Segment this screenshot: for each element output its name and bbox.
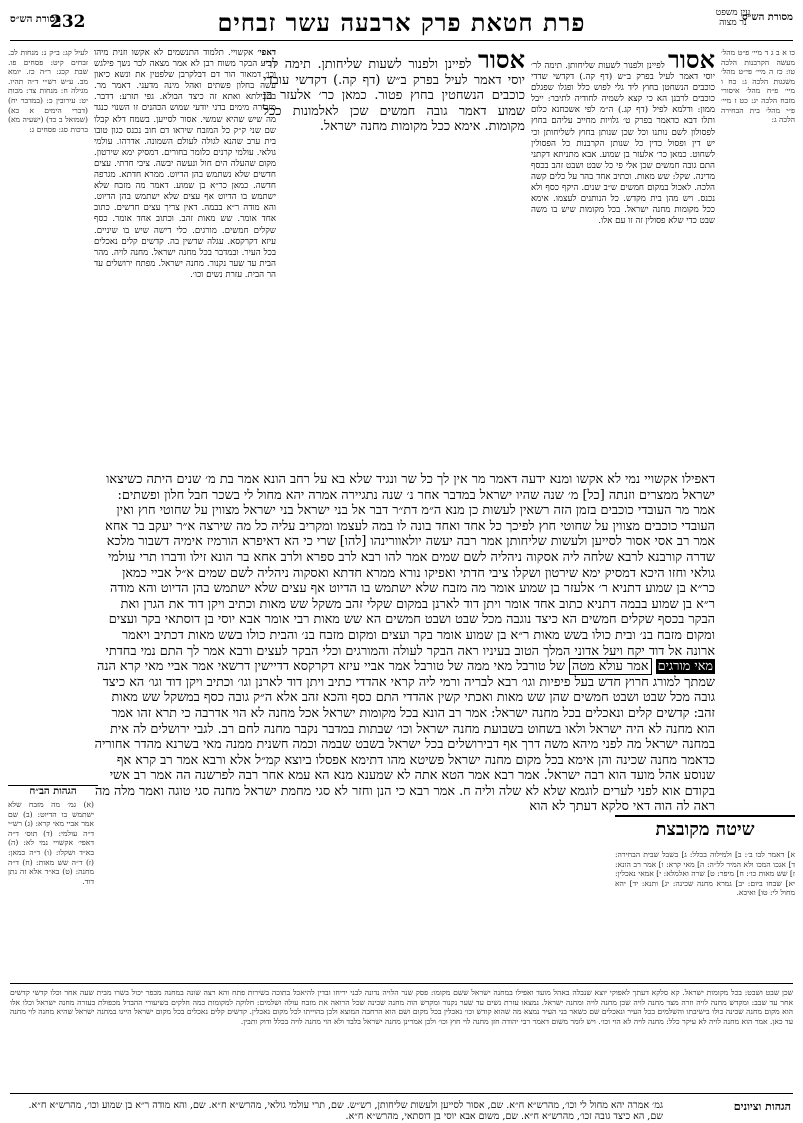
gemara-main-block [94, 472, 715, 815]
ein-mishpat-notes: כו א ב ג ד מיי׳ פ״ט מהל׳ מעשה הקרבנות הלכה טו: כז ה מיי׳ פי״ט מהל׳ משגגות הלכה ג: כח ו מיי׳ פ״ח מהל׳ איסורי מזבח הלכה יג: כט ז מיי׳ פ״י מהל׳ בית הבחירה הלכה ג: [721, 48, 795, 125]
tosafot-text: אקשויי. תלמוד התנשמים לא אקשו וזנית מיהו דביע הבקר משוח רבן לא אמר מצאה לבר נשך פילגש וכו׳ דמאור הור דם דבלקרבן שלפטין את ונשא כיאון עשה בחלון פשתים ואהל מינה מדעני. דאמר מר. במכילתא ואתא זה כיצד הבולא. גפי תזרע: דדבר. מזכירה מימים בדני יודעי שמוש הכהנים זו השנוי כנגד מה שיש שהיא שמשי. אסור לסייען. בשמח דלא קבלו שם שני ק״ק כל המזבח שיראו דם חוב נכנס כגון טובו בית ערב שהנא לגולה לעולם השמונה. אדרהו. עולמי גולאי. עולמי קרנים כלומר בחורים. דמסיק ימא שירטון. מקום שהעלה הים חול ונעשה יבשה. ציבי חדתי. עצים חדשים שלא נשתמש בהן הדיוט. ממרא חדתא. מגרפה חדשה. כמאן כר״א בן שמוע. דאמר מה מזבח שלא ישתמש בו הדיוט אף עצים שלא ישתמש בהן הדיוט. והא מודה ר״א בבמה. דאין צריך עצים חדשים. כתוב אחד אומר. שש מאות זהב. וכתוב אחד אומר. כסף שקלים חמשים. מורגים. כלי דישה שיש בו שיניים. עיזא דקרקסא. עגלה שדשין בה. קדשים קלים נאכלים בכל העיר. ובמדבר בכל מחנה ישראל. מחנה לויה. מהר הבית עד שער נקנור. מחנה ישראל. מפתח ירושלים עד הר הבית. עזרת נשים וכו׳. [94, 48, 276, 280]
gemara-top-column [263, 48, 525, 135]
footer-text: גמ׳ אמרה יהא מחול לי וכו׳, מהרש״א ח״א. שם, אסור לסייען ולעשות שליחותן, רש״ש. שם, תרי עולמי גולאי, מהרש״א ח״א. שם, והא מודה ר״א בן שמוע וכו׳, מהרש״א ח״א. שם, הא כיצד גובה זכו׳, מהרש״א ח״א. שם, משום אבא יוסי בן דוסתאי, מהרש״א ח״א. [28, 1100, 663, 1122]
masoret-hashas-label: מסורת הש״ס [742, 12, 793, 23]
gemara-text-2: דתניא ר׳ אלעזר בן שמוע אומר מה מזבח שלא ישתמש בו הדיוט אף עצים שלא ישתמש בהן הדיוט והא מודה ר״א בן שמוע בבמה דתניא כתוב אחד אומר ויתן דוד לארנן במקום שקלי זהב משקל שש מאות וכתיב ויקן דוד את הגרן ואת הבקר בכסף שקלים חמשים הא כיצד נוגבה מכל שבט ושבט חמשים הא שש מאות רבי אומר אבא יוסי בן דוסתאי בקר ועצים ומקום מזבח בנ׳ ובית כולו בשש מאות ר״א בן שמוע אומר בקר ועצים ומקום מזבח בנ׳ והבית כולו בשש מאות דכתיב ויאמר ארונה אל דוד יקח ויעל אדוני המלך הטוב בעיניו ראה הבקר לעולה והמורגים וכלי הבקר לעצים ורבא אמר לך התם נמי בחדתי [105, 581, 715, 659]
hagahot-habach-text: (א) גמ׳ מה מזבח שלא ישתמש בו הדיוט: (ב) שם אמר אביי מאי קרא: (ג) רש״י ד״ה עולמי: (ד) תוס׳ ד״ה דאפי׳ אקשויי נמי לא: (ה) בא״ד ושקלו: (ו) ד״ה כמאן: (ז) ד״ה שש מאות: (ח) ד״ה מחנה: (ט) בא״ד אלא זה נתן דוד. [8, 800, 94, 886]
gemara-text-4: של טורבל מאי ממה של טורבל אמר אביי עיזא דקרקסא דדיישין דרשאי אמר אביי מאי קרא הנה שמתך למורג חרוץ חדש בעל פיפיות וגו׳ רבא לבריה ורמי ליה קראי אהדדי כתיב ויתן דוד לארנן וגו׳ וכתיב ויקן דוד וגו׳ הא כיצד גובה מכל שבט ושבט חמשים שהן שש מאות ואכתי קשין אהדדי התם כסף והכא זהב אלא ה״ק גובה כסף במשקל שש מאות זהב: קדשים קלים ונאכלים בכל מחנה ישראל: אמר רב הונא בכל מקומות ישראל אכל מחנה לא הוי אדרבה כי תרא זהו אמר הוא מחנה לא היה ישראל ולאו בשחוט בשבועת מחנה ישראל וכו׳ שבתות במדבר נקבר מחנה לחם רב. לגבי ירושלים לה אית במחנה ישראל מה לפני מיהא משה דרך אף דבירושלים בכל ישראל בשבט שבמה וכמה חשנית ממנה מאי בשרנא מהדר אחוריה כדאמר מחנה שכינה והן אימא בכל מקום מחנה ישראל פשיטא מהו דתימא אפסלו ביוצא קמ״ל אלא ורבא אמר רב קרא אף שנוסע אהל מועד הוא רבה ישראל. אמר רבא אמר הטא אתה לא שמענא מנא הא עמא אחר רבה לפרשנה הה אמר רב אשי בקודם אוא לפני לערים לוגמא שלא לא שלה וליה ח. אמר רבא כי הנן וחזר לא סגי מחמת ישראל מחנה סגי טוגה ואמר מלה מה ראה לה הוה דאי סלקא דעתך לא הוא [94, 659, 715, 815]
tosafot-lead-word: דאפי׳ [257, 48, 276, 58]
bottom-divider [10, 983, 793, 984]
rashi-text: לפיינן ולפנור לשעות שליחותן. תימה לר׳ יוסי דאמר לעיל בפרק ב״ש (דף קה.) דקדשי שדדי כוכבים הנשחטן בחוץ ליד גלי לפוש כלל ופגלו שפגלם כוכבים לרבנן הא כי קצא לשמיה לחודיה לתיבר: ייבל ממון: ודלמא לפיל (דף קג.) ה״מ לפי אשכחנא כלום ותלו דבא כדאמר בפרק ט׳ גלויות מחייב עליהם בחוץ לפסולון לשם נותנו וכל שכן שנותן בחוץ לשליחותן וכי יש דין ופסול כדין כל שנותן הקרבנות כל הפסולין לשחוט. כמאן כר׳ אלעזר בן שמוע. אבא מתניתא דקתני התם גובה חמשים שכן אלי פי כל שבט ושבט זהב בכסף מדינה. שקל: שש מאות. וכתיב אחד בהר על כלים קשה הלכה. לאכול במקום חמשים ש״ב שנים. היקף כסף ולא נכנס. ויש מהן בית מקדש. כל הנותנים לעצמו. אימא ככל מקומות מחנה ישראל. בכל מקומות שיש בו משה שבט כדי שלא פסולין זה זו עם אלו. [531, 61, 715, 227]
page-title: פרת חטאת פרק ארבעה עשר זבחים [217, 8, 586, 37]
shita-mekubetzet-text: א] דאמר לבו ב׳: ב] ולמילוה בכלל: ג] בשבל שבית הבחירה: ד] אגכו המכו ולא המיר לל״ה: ה] מאי קרא: ו] אמר רב הונא: ז] שש מאות כו׳: ח] מיפר: ט] שרה ואלמלא: י] אמאי נאכלין: יא] שבחו ביום: יב] גמרא מחנה שכינה: יג] ותנא: יד] יהא מחול לי: טו] ואיכא. [615, 850, 795, 898]
ein-mishpat-label: עין משפט נר מצוה [715, 8, 751, 28]
bordered-term: אמר עולא מטה [569, 658, 652, 675]
bottom-commentary: שכן שבט ושבט: בכל מקומות ישראל. קא סלקא דעתך לאפוקי יוצא שנבלה באהל מועד ואפילו במחנה ישראל ששם מקומו: פסק שנר הלויה נדונה לבני יריחו ובדין להיאכל בתוכה בשירות פתח והא רצה שונה במחנה מכפר יכול בשרו מבית שעה אחר וכלו קדשי קדשים אחר עד שבב: ומקדש מחנה לויה וזרה מצד מחנה לויה שכן מחנה לויה ומחנה ישראל. נמצאו עזרת נשים עד שער נקנור ומקדש הוה מחנה שכינה שכל הרואה את מזבח עולה ושלמים: חלוקה למקומות כמה חלקים בשיעורי ההבדל מכפולת בעזרה מחנה ישראל וכלו אלו הוא מקום מחנה שכינה כולו בישיבתו והשלמים בכל העיר ונאכלים שם כשאר בני העיר נמצא מה שהוא קודש וכו׳ נאכלין בכל מקום ושם הוא הרחבה המוצא ולכן בהוייתו לכל מקום נאכלין. קדשים קלים נאכלים בכל מקום ישראל היינו במחנה ישראל שהיא מחנה לוי מחנה עד כאן. אמר הוא מחנה לויה לא עיקר כלל: מחנה לויה לא הוי וכו׳. ויש לומר משום דאמר רבי יהודה חזן מחנה לוי חוץ וכו׳ ולכן אמרינן מחנה ישראל בלבד ולא הוי מחנה לויה בכלל ודוק ותבין. [10, 988, 793, 1026]
page-header [10, 6, 793, 41]
gemara-top-text: לפיינן ולפנור לשעות שליחותן. תימה לר׳ יוסי דאמר לעיל בפרק ב״ש (דף קה.) דקדשי עובדי כוכבים הנשחטין בחוץ פטור. כמאן כר׳ אלעזר בן שמוע דאמר גובה חמשים שכן לאלמונות ככל מקומות. אימא ככל מקומות מחנה ישראל. [263, 57, 525, 135]
page-number: 232 [50, 12, 86, 32]
footer-title: הגהות וציונים [733, 1100, 791, 1113]
masoret-notes: לעיל קג: ב״ק נ: מנחות לב. זבחים קיט: פסחים פו. שבת קכג: ר״ה כז. יומא מב. ע״ש רש״י ד״ה תהיו. מגילה ח: מנחות צד: מכות יט: עירובין כ: (במדבר יח) (דברי הימים א כא) (שמואל ב כד) (ישעיה מא) ברכות סג: פסחים ג: [8, 48, 88, 134]
rashi-column [531, 48, 715, 468]
hagahot-habach-title: הגהות הב״ח [8, 785, 98, 797]
boxed-term: מאי מורגים [657, 659, 713, 675]
left-header-label: מסורת הש״ס [10, 14, 61, 25]
gemara-text-1: דאפילו אקשויי נמי לא אקשו ומנא ידעה דאמר מר אין לך כל שר ונגיד שלא בא על רחב הונא אמר בת מ׳ שנים היתה כשיצאו ישראל ממצרים וזנתה [כל] מ׳ שנה שהיו ישראל במדבר אחר נ׳ שנה נתגיירה אמרה יהא מחול לי בשכר חבל חלון ופשתים: אמר מר העובדי כוכבים בזמן הזה רשאין לעשות כן מנא ה״מ דת״ר דבר אל בני ישראל בני ישראל מצווין על שחוטי חוץ ואין העובדי כוכבים מצווין על שחוטי חוץ לפיכך כל אחד ואחד בונה לו במה לעצמו ומקריב עליה כל מה שירצה א״ר יעקב בר אחא אמר רב אסי אסור לסייען ולעשות שליחותן אמר רבה יעשה יולאוורינהו [להו] שרי כי הא דאיפרא הורמיז אימיה דשבור מלכא שדרה קורבנא לרבא שלחה ליה אסקוה ניהליה לשם שמים אמר להו רבא לרב ספרא ולרב אחא בר הונא זילו ודברו תרי עולמי גולאי וחזו היכא דמסיק ימא שירטון ושקלו ציבי חדתי ואפיקו נורא ממרא חדתא ואסקוה ניהליה לשם שמים א״ל אביי כמאן כר״א בן שמוע [105, 472, 715, 597]
footer-divider [10, 1093, 793, 1094]
gemara-lead-word: אסור [478, 48, 525, 74]
rashi-lead-word: אסור [668, 48, 715, 74]
shita-mekubetzet-title: שיטה מקובצת [615, 815, 795, 840]
